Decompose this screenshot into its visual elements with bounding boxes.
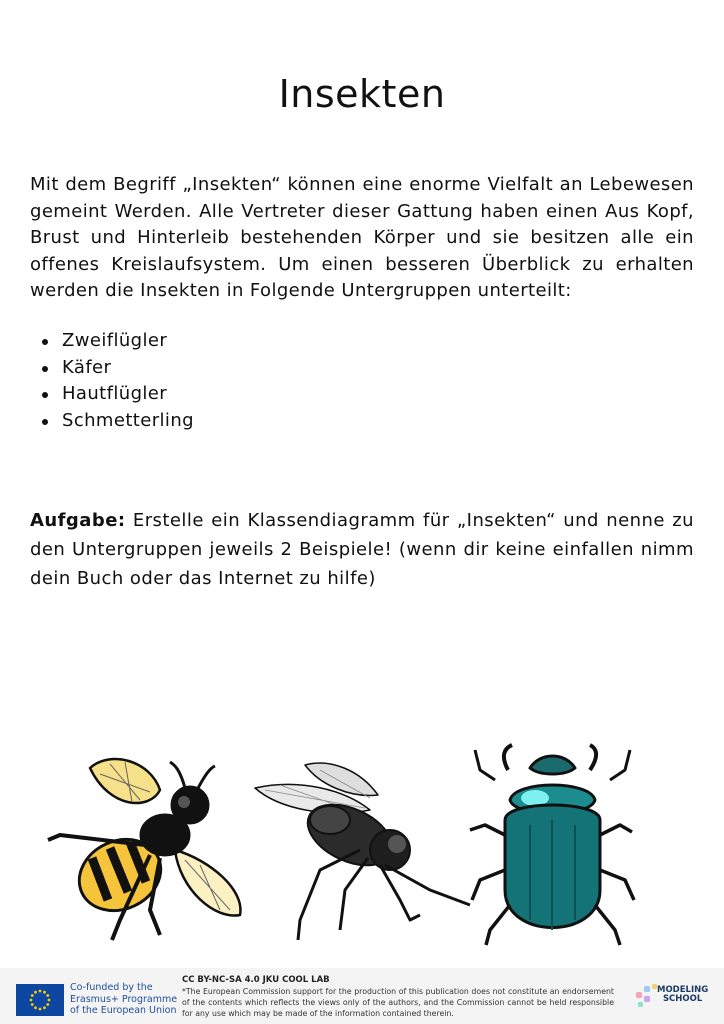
task-paragraph [30, 506, 694, 593]
list-item [30, 355, 430, 382]
insect-illustrations [0, 740, 724, 955]
list-item-label: Zweiflügler [62, 330, 168, 351]
task-label: Aufgabe: [30, 510, 126, 531]
eu-line: Erasmus+ Programme [70, 993, 178, 1005]
eu-funding-text [70, 982, 177, 1017]
task-text: Erstelle ein Klassendiagramm für „Insekten“ und nenne zu den Untergruppen jeweils 2 Beispiele! (wenn dir keine einfallen nimm dein Buch oder das Internet zu hilfe) [30, 510, 694, 589]
beetle-illustration [470, 745, 634, 945]
logo-line: MODELING [657, 985, 709, 995]
page-title: Insekten [278, 72, 446, 116]
bullet-icon [42, 419, 48, 425]
bullet-icon [42, 366, 48, 372]
logo-line: SCHOOL [662, 994, 703, 1004]
list-item-label: Hautflügler [62, 383, 168, 404]
list-item [30, 328, 430, 355]
bullet-icon [42, 392, 48, 398]
eu-line: Co-funded by the [70, 982, 153, 993]
footer [0, 968, 724, 1024]
intro-paragraph: Mit dem Begriff „Insekten“ können eine enorme Vielfalt an Lebewesen gemeint Werden. Alle Vertreter dieser Gattung haben einen Aus Kopf, Brust und Hinterleib bestehenden Körper und sie besitzen alle ein offenes Kreislaufsystem. Um einen besseren Überblick zu erhalten werden die Insekten in Folgende Untergruppen unterteilt: [30, 174, 694, 301]
bee-illustration [48, 759, 240, 940]
modeling-school-text [657, 986, 708, 1004]
list-item-label: Käfer [62, 356, 112, 378]
eu-flag-icon [16, 984, 64, 1016]
list-item [30, 381, 430, 408]
disclaimer-text: *The European Commission support for the production of this publication does not constitute an endorsement of the contents which reflects the views only of the authors, and the Commission cannot be held responsible for any use which may be made of the information contained therein. [182, 987, 614, 1018]
eu-line: of the European Union [70, 1005, 177, 1016]
bullet-icon [42, 339, 48, 345]
list-item-label: Schmetterling [62, 409, 194, 431]
list-item [30, 408, 430, 435]
fly-illustration [255, 763, 470, 940]
subgroup-list [30, 328, 430, 434]
license-label: CC BY-NC-SA 4.0 JKU COOL LAB [182, 975, 330, 985]
